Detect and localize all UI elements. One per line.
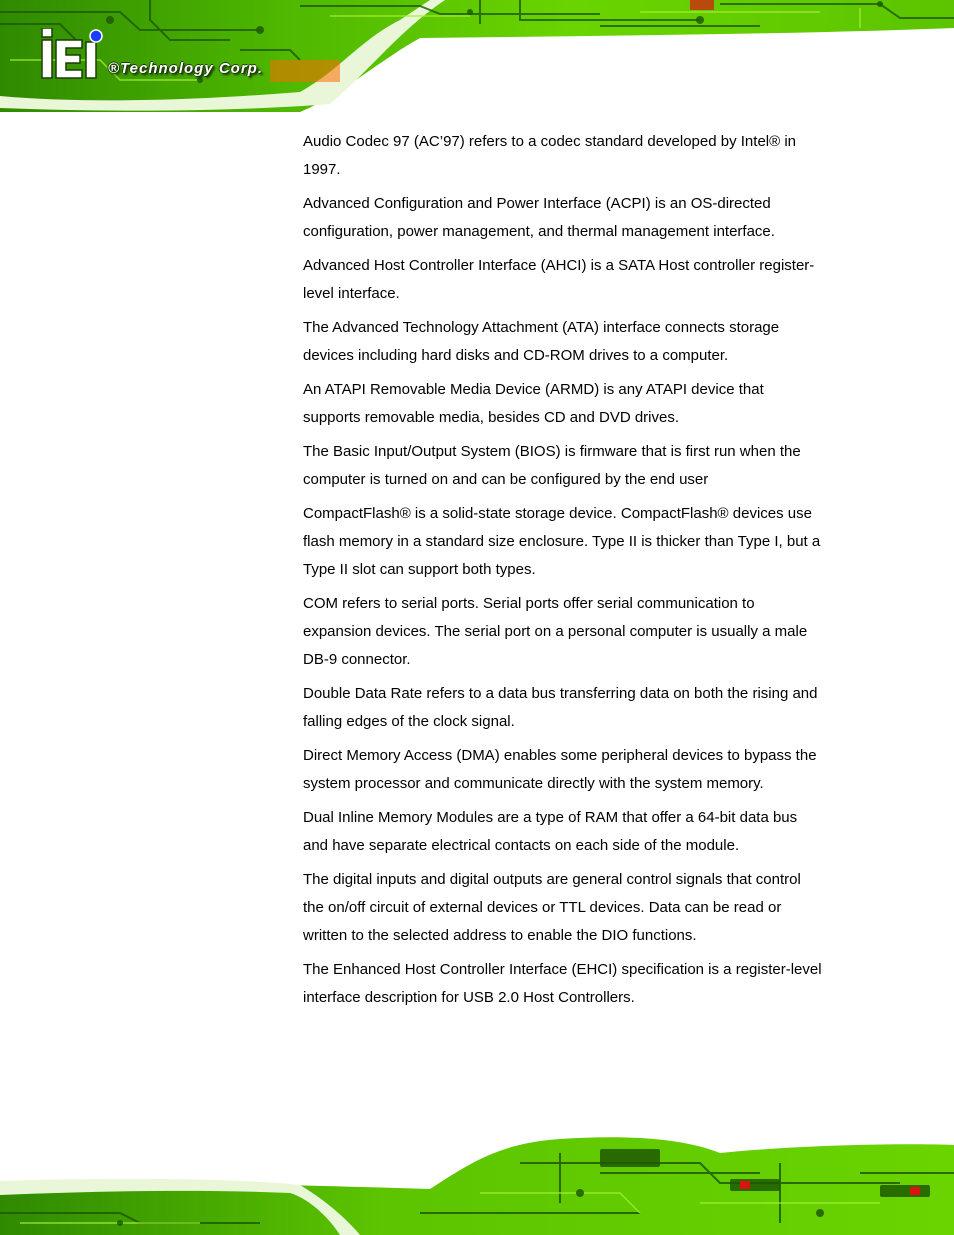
- glossary-entry-ddr: Double Data Rate refers to a data bus transferring data on both the rising and falling edges of the clock signal.: [303, 685, 818, 730]
- company-name: ®Technology Corp.: [108, 60, 263, 77]
- glossary-entry-ahci: Advanced Host Controller Interface (AHCI) is a SATA Host controller register-level interface.: [303, 257, 815, 302]
- glossary-entry-bios: The Basic Input/Output System (BIOS) is firmware that is first run when the computer is turned on and can be configured by the end user: [303, 443, 801, 488]
- glossary-entry-armd: An ATAPI Removable Media Device (ARMD) is any ATAPI device that supports removable media, besides CD and DVD drives.: [303, 381, 764, 426]
- glossary-entry-dimm: Dual Inline Memory Modules are a type of RAM that offer a 64-bit data bus and have separate electrical contacts on each side of the module.: [303, 809, 798, 854]
- glossary-list: [303, 128, 823, 1018]
- company-logo: [36, 28, 296, 84]
- glossary-entry-dio: The digital inputs and digital outputs are general control signals that control the on/off circuit of external devices or TTL devices. Data can be read or written to the selected address to enable the DIO functions.: [303, 871, 801, 944]
- glossary-entry-acpi: Advanced Configuration and Power Interface (ACPI) is an OS-directed configuration, power management, and thermal management interface.: [303, 195, 775, 240]
- glossary-entry-ac97: Audio Codec 97 (AC’97) refers to a codec standard developed by Intel® in 1997.: [303, 133, 797, 178]
- glossary-entry-com: COM refers to serial ports. Serial ports offer serial communication to expansion devices. The serial port on a personal computer is usually a male DB-9 connector.: [303, 595, 808, 668]
- glossary-entry-ehci: The Enhanced Host Controller Interface (EHCI) specification is a register-level interface description for USB 2.0 Host Controllers.: [303, 961, 822, 1006]
- iei-logo-icon: [38, 28, 108, 80]
- glossary-entry-cf: CompactFlash® is a solid-state storage device. CompactFlash® devices use flash memory in a standard size enclosure. Type II is thicker than Type I, but a Type II slot can support both types.: [303, 505, 821, 578]
- glossary-entry-dma: Direct Memory Access (DMA) enables some peripheral devices to bypass the system processor and communicate directly with the system memory.: [303, 747, 817, 792]
- footer-pcb-banner: [0, 1123, 954, 1235]
- glossary-entry-ata: The Advanced Technology Attachment (ATA) interface connects storage devices including hard disks and CD-ROM drives to a computer.: [303, 319, 780, 364]
